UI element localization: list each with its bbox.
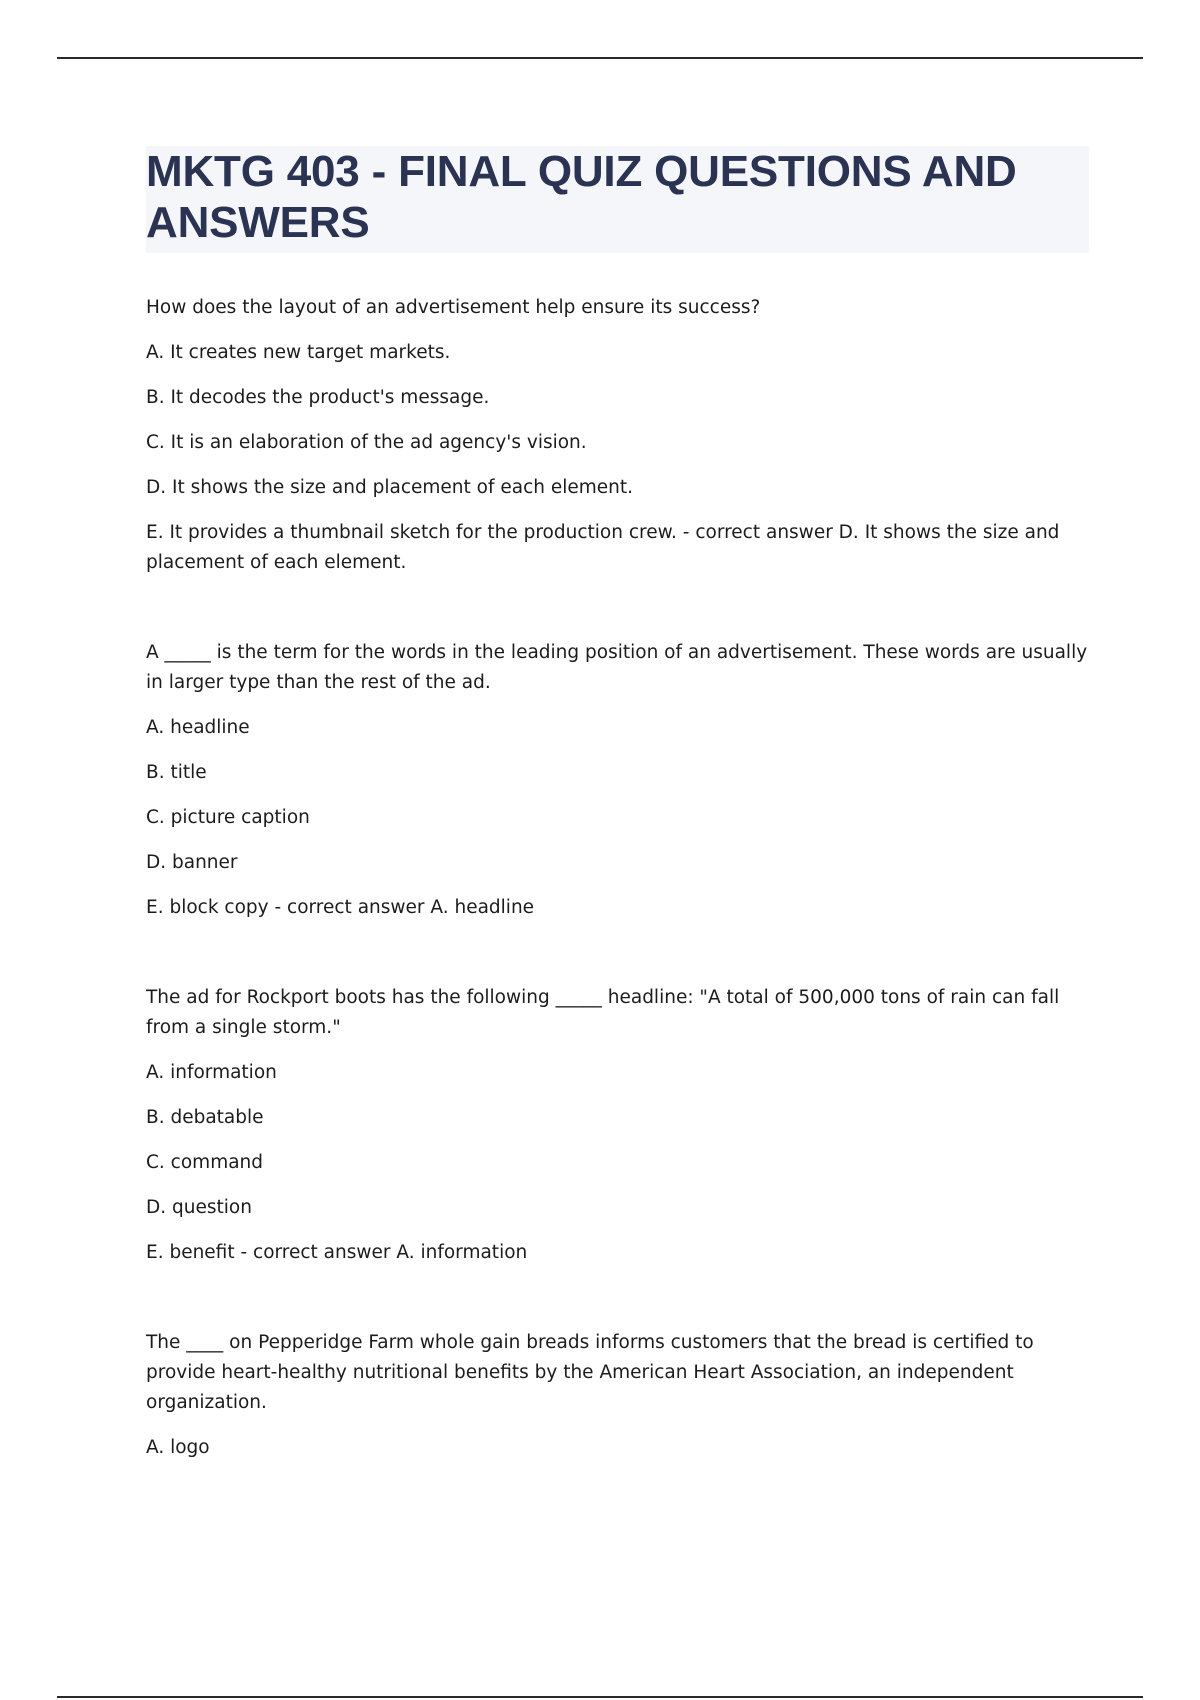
answer-option: C. It is an elaboration of the ad agency's vision.	[146, 432, 587, 453]
document-title: MKTG 403 - FINAL QUIZ QUESTIONS AND ANSWERS	[146, 147, 1017, 247]
answer-option: C. picture caption	[146, 807, 310, 828]
answer-option: D. question	[146, 1197, 252, 1218]
answer-option: A. headline	[146, 717, 250, 738]
answer-option: A. It creates new target markets.	[146, 342, 451, 363]
question-prompt: A _____ is the term for the words in the leading position of an advertisement. These words are usually in larger type than the rest of the ad.	[146, 642, 1088, 693]
question-prompt: How does the layout of an advertisement help ensure its success?	[146, 297, 761, 318]
answer-option: D. banner	[146, 852, 238, 873]
document-body	[146, 146, 1089, 1478]
question-2	[146, 638, 1089, 923]
question-1	[146, 293, 1089, 578]
question-4	[146, 1328, 1089, 1463]
page-top-rule	[57, 57, 1143, 59]
question-prompt: The ad for Rockport boots has the following _____ headline: "A total of 500,000 tons of rain can fall from a single storm."	[146, 987, 1060, 1038]
answer-option: D. It shows the size and placement of each element.	[146, 477, 634, 498]
title-banner	[146, 146, 1089, 253]
question-3	[146, 983, 1089, 1268]
question-prompt: The ____ on Pepperidge Farm whole gain breads informs customers that the bread is certified to provide heart-healthy nutritional benefits by the American Heart Association, an independent organization.	[146, 1332, 1034, 1413]
answer-option: A. logo	[146, 1437, 210, 1458]
answer-option: B. title	[146, 762, 207, 783]
answer-option-with-key: E. It provides a thumbnail sketch for the production crew. - correct answer D. It shows the size and placement of each element.	[146, 522, 1060, 573]
answer-option: B. It decodes the product's message.	[146, 387, 490, 408]
answer-option: A. information	[146, 1062, 277, 1083]
answer-option: B. debatable	[146, 1107, 264, 1128]
answer-option-with-key: E. benefit - correct answer A. information	[146, 1242, 528, 1263]
answer-option-with-key: E. block copy - correct answer A. headline	[146, 897, 535, 918]
page-bottom-rule	[57, 1696, 1143, 1698]
answer-option: C. command	[146, 1152, 264, 1173]
